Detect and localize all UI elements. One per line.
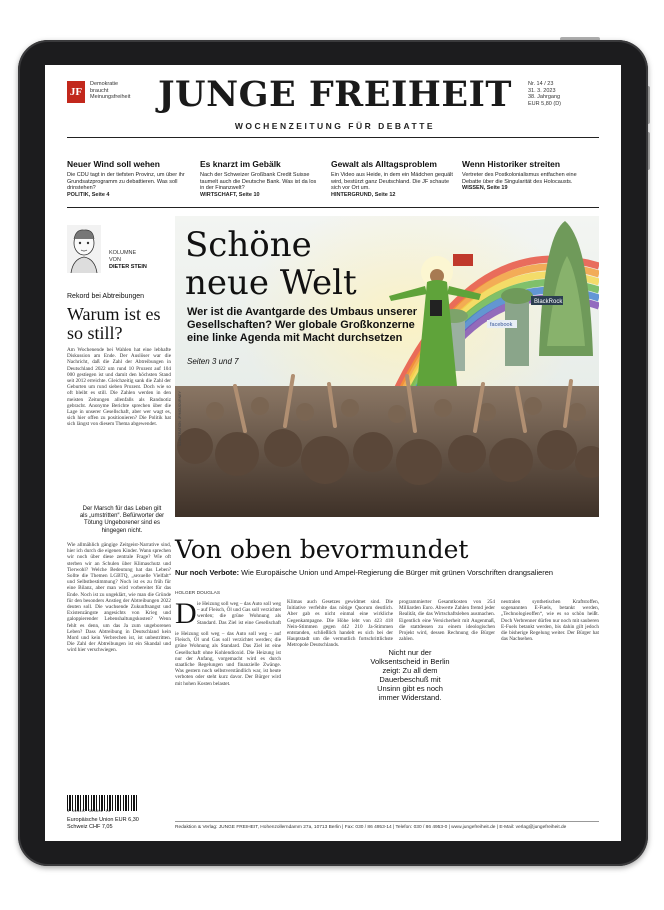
hero-credit: ILLUSTRATION: JF/MIDJOURNEY	[178, 391, 182, 446]
hero-deck: Wer ist die Avantgarde des Umbaus unserer Gesellschaften? Wer globale Großkonzerne eine linke Agenda mit Macht durchsetzen	[187, 306, 418, 344]
story-col3: programmierter Gesamtkosten von 254 Milliarden Euro. Abwerte Zahlen fremd jeder Realität, die das Wirtschaftsleben ausmachen. Eigentlich eine Versicherheit mit Augenmaß, die stattdessen zu einem ideologischen Projekt wird, dessen Rechnung die Bürger zahlen.	[399, 599, 495, 643]
teaser-1[interactable]: Neuer Wind soll wehen Die CDU tagt in der tiefsten Provinz, um über ihr Grundsatzprogramm zu debattieren. Was soll drinstehen? POLITIK, Seite 4	[67, 159, 185, 198]
imprint-footer: Redaktion & Verlag: JUNGE FREIHEIT, Hohenzollerndamm 27a, 10713 Berlin | Fax: 030 / 86 4953-14 | Telefon: 030 / 86 4953-0 | www.jungefreiheit.de | E-Mail: verlag@jungefreiheit.de	[175, 821, 599, 830]
left-article-kicker: Rekord bei Abtreibungen	[67, 293, 145, 300]
teaser-4[interactable]: Wenn Historiker streiten Vertreter des Postkolonialismus entfachen eine Debatte über die Singularität des Holocausts. WISSEN, Seite 19	[462, 159, 577, 192]
newspaper-page[interactable]	[45, 65, 621, 841]
story-headline[interactable]: Von oben bevormundet	[175, 535, 469, 564]
story-pullquote: Nicht nur der Volksentscheid in Berlin zeigt: Zu all dem Dauerbeschuß mit Unsinn gibt es noch immer Widerstand.	[370, 648, 450, 702]
masthead-subtitle: WOCHENZEITUNG FÜR DEBATTE	[234, 121, 436, 131]
price-info: Europäische Union EUR 6,30 Schweiz CHF 7,05	[67, 817, 139, 830]
left-article-body-1: Am Wochenende bei Wahlen hat eine lebhafte Diskussion am Ende. Der Auslöser war die Nachricht, daß die Zahl der Abtreibungen in Deutschland 2022 um rund 10 Prozent auf 104 000 gestiegen ist und damit den höchsten Stand seit 2012 erreichte. Gleichzeitig sank die Zahl der Geburten um rund sieben Prozent. Doch wie so oft bleibt es still. Die Zahlen werden in den meisten Zeitungen allenfalls als Randnotiz gebracht. Anonyme Berichte sprechen über die Lage in unserer Gesellschaft, aber wer wagt es, sich hier offen zu positionieren? Die Politik hat sich längst von diesem Thema abgewendet.	[67, 347, 171, 428]
story-col1: ie Heizung soll weg – das Auto soll weg – auf Fleisch, Öl und Gas soll verzichtet werden; die grüne Wohnung als Standard. Das Ziel ist eine Gesellschaft ohne Kohlendioxid. Die Heizung ist nur der Anfang, vorgemacht wird es durch staatliche Regelungen und finanzielle Zwänge. Was gestern noch selbstverständlich war, ist heute verboten oder steht kurz davor. Der Bürger wird mit hohen Kosten belastet.	[175, 631, 281, 687]
story-col4: neutralen synthetischen Kraftstoffen, sogenannten E-Fuels, betankt werden, „Technologieoffen“, wie es so schön heißt. Doch Verbrenner dürfen nur noch mit sauberen E-Fuels betankt werden, bis dahin gilt jedoch die bisherige Regelung weiter. Der Bürger hat das Nachsehen.	[501, 599, 599, 643]
author-portrait	[67, 225, 101, 273]
hero-illustration[interactable]	[175, 216, 599, 517]
logo-tagline: Demokratie braucht Meinungsfreiheit	[90, 81, 131, 100]
teaser-2[interactable]: Es knarzt im Gebälk Nach der Schweizer Großbank Credit Suisse taumelt auch die Deutsche Bank. Was ist da los in der Finanzwelt? WIRTSCHAFT, Seite 10	[200, 159, 317, 198]
story-col2: Klimas auch Gesetzes gewidmet sind. Die Initiative verfehlte das nötige Quorum deutlich. Aber gab es nicht einmal eine wirkliche Gegenkampagne. Die Höhe lebt von 423 418 Nein-Stimmen gegen 442 210 Ja-Stimmen entstanden, schließlich handelt es sich bei der Hauptstadt um die vermutlich fortschrittlichste Metropole Deutschlands.	[287, 599, 393, 649]
hero-title: Schöne neue Welt	[185, 225, 357, 303]
barcode	[67, 795, 137, 811]
story-dropcap: D	[175, 597, 197, 630]
hero-page-reference[interactable]: Seiten 3 und 7	[187, 357, 239, 366]
facebook-sign: facebook	[490, 322, 513, 328]
masthead-title: JUNGE FREIHEIT	[158, 74, 512, 115]
story-byline: HOLGER DOUGLAS	[175, 591, 221, 596]
issue-info: Nr. 14 / 23 31. 3. 2023 38. Jahrgang EUR 5,80 (D)	[528, 81, 562, 107]
blackrock-sign: BlackRock	[534, 299, 563, 305]
barcode-number: 4 194147 305802 14	[67, 810, 111, 814]
left-article-headline[interactable]: Warum ist es so still?	[67, 304, 161, 343]
left-article-body-2: Wie allmählich gängige Zeitgeist-Narrative sind, hier ich durch die eigenen Kinder. Wann sprechen wir noch über diese zentrale Frage? Wie oft sterben wir an Schulen über Klimaschutz und Tierwohl? Welche Bedeutung hat das Leben? Sollte die Themen LGBTQ, „sexuelle Vielfalt“ und Selbstbestimmung? Noch ist es zu früh für eine Bilanz, aber man wird vorbereitet für das Ende. Noch ist zu ungeklärt, wie man die Gründe für den besonders Anstieg der Abtreibungen 2022 deuten soll. Die wachsende Zukunftsangst und Existenzängste angesichts von Krieg und galoppierender Lebenshaltungskosten? Wenn fehlt es denn, um das Ja zum ungeborenen Leben? Dass Abtreibung in Deutschland kein Mord und kein Verbrechen ist, ist unbestritten. Die Zahl der Abtreibungen ist ein Skandal und wird hier verschwiegen.	[67, 542, 171, 654]
story-deck: Nur noch Verbote: Wie Europäische Union und Ampel-Regierung die Bürger mit grünen Vorschriften drangsalieren	[175, 568, 553, 577]
teaser-3[interactable]: Gewalt als Alltagsproblem Ein Video aus Heide, in dem ein Mädchen gequält wird, bestürzt ganz Deutschland. Die JF schaute sich vor Ort um. HINTERGRUND, Seite 12	[331, 159, 453, 198]
kolumne-label: KOLUMNE VON DIETER STEIN	[109, 250, 147, 270]
teaser-rule	[67, 207, 599, 208]
left-article-pullquote: Der Marsch für das Leben gilt als „umstritten“. Befürworter der Tötung Ungeborener sind es hingegen nicht.	[79, 506, 165, 534]
jf-logo: JF	[67, 81, 85, 103]
masthead-rule	[67, 137, 599, 138]
story-col1-top: ie Heizung soll weg – das Auto soll weg – auf Fleisch, Öl und Gas soll verzichtet werden; die grüne Wohnung als Standard. Das Ziel ist eine Gesellschaft	[197, 601, 281, 626]
